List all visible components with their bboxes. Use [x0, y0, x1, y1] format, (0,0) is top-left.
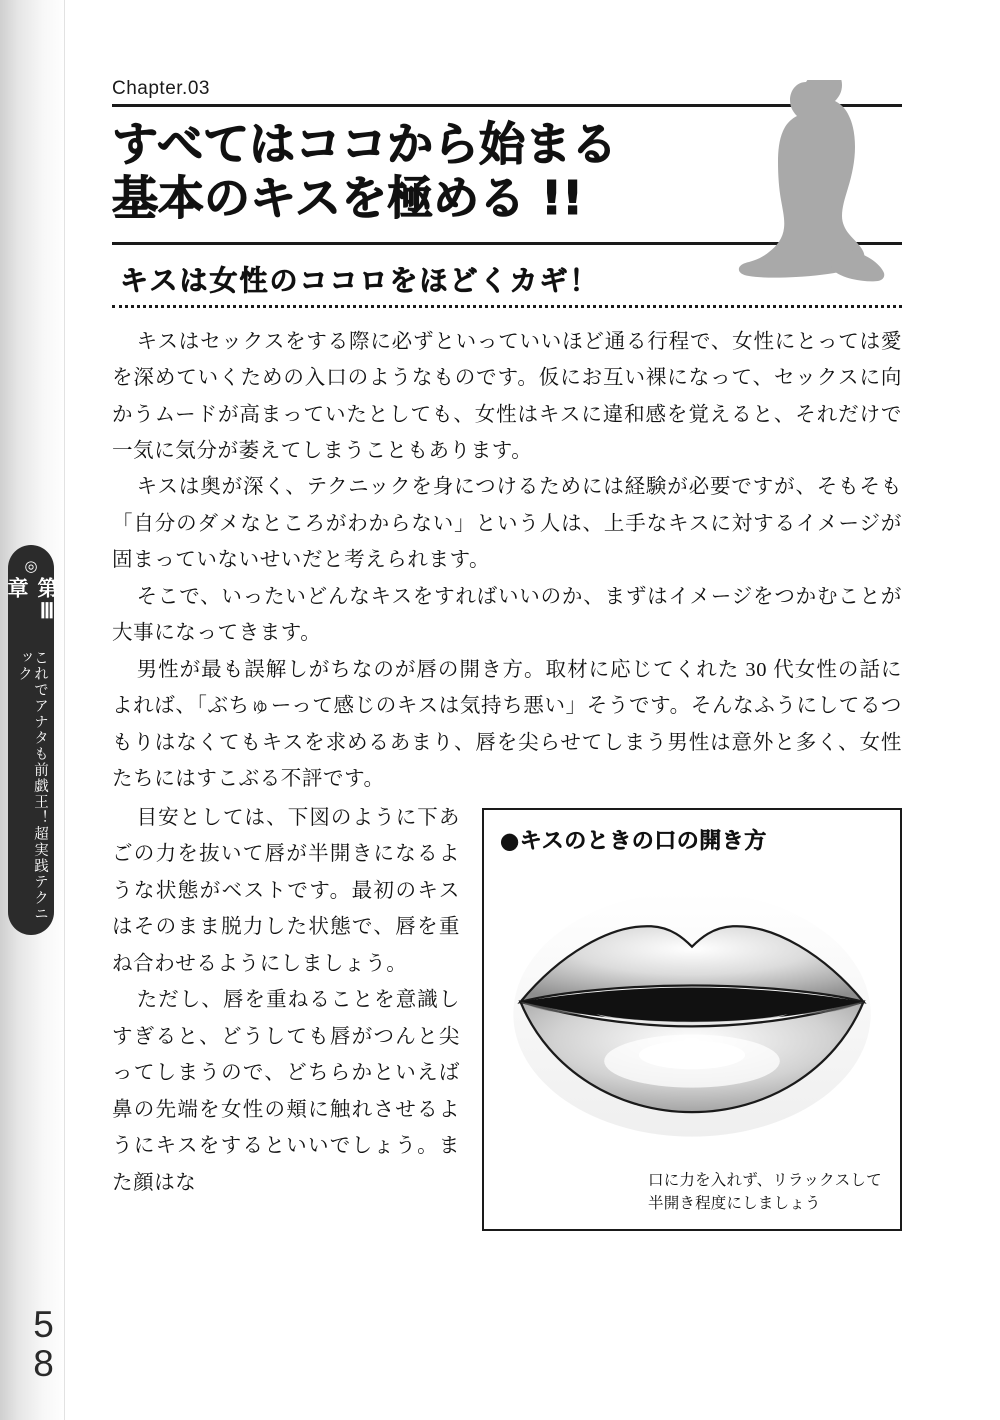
page-number: 58 [23, 1304, 64, 1382]
figure-title: ●キスのときの口の開き方 [500, 828, 767, 854]
paragraph-6: ただし、唇を重ねることを意識しすぎると、どうしても唇がつんと尖ってしまうので、どちらかといえば鼻の先端を女性の頬に触れさせるようにキスをするといいでしょう。また顔はな [112, 989, 460, 1194]
chapter-tab-chapter: 第Ⅲ章 [5, 577, 58, 624]
chapter-tab-subtitle: これでアナタも前戯王！超実践テクニック [16, 649, 48, 922]
body-text-block [112, 324, 902, 798]
section-heading: キスは女性のココロをほどくカギ！ [120, 263, 600, 297]
paragraph-4: 男性が最も誤解しがちなのが唇の開き方。取材に応じてくれた 30 代女性の話によれば、「ぶちゅーって感じのキスは気持ち悪い」そうです。そんなふうにしてるつもりはなくてもキスを求めるあまり、唇を尖らせてしまう男性は意外と多く、女性たちにはすこぶる不評です。 [112, 658, 902, 791]
chapter-side-tab [5, 545, 58, 935]
figure-caption: 口に力を入れず、リラックスして半開き程度にしましょう [648, 1171, 882, 1213]
page-content [112, 78, 902, 1237]
open-mouth-lips-illustration [498, 859, 886, 1159]
page-title-line1: すべてはココから始まる [112, 117, 618, 171]
page-title-line2: 基本のキスを極める !! [112, 171, 584, 226]
chapter-tab-mark: ◎ [24, 558, 38, 575]
paragraph-1: キスはセックスをする際に必ずといっていいほど通る行程で、女性にとっては愛を深めていくための入口のようなものです。仮にお互い裸になって、セックスに向かうムードが高まっていたとしても、女性はキスに違和感を覚えると、それだけで一気に気分が萎えてしまうこともあります。 [112, 330, 902, 462]
text-with-figure-area [112, 800, 902, 1238]
paragraph-3: そこで、いったいどんなキスをすればいいのか、まずはイメージをつかむことが大事になってきます。 [112, 585, 902, 645]
paragraph-5: 目安としては、下図のように下あごの力を抜いて唇が半開きになるような状態がベストです。最初のキスはそのまま脱力した状態で、唇を重ね合わせるようにしましょう。 [112, 806, 460, 975]
woman-silhouette-icon [732, 80, 892, 295]
paragraph-2: キスは奥が深く、テクニックを身につけるためには経験が必要ですが、そもそも「自分のダメなところがわからない」という人は、上手なキスに対するイメージが固まっていないせいだと考えられます。 [112, 476, 902, 572]
chapter-label: Chapter.03 [112, 78, 210, 99]
section-dotted-rule [112, 305, 902, 308]
spine-line [64, 0, 65, 1420]
figure-open-mouth [482, 808, 902, 1232]
